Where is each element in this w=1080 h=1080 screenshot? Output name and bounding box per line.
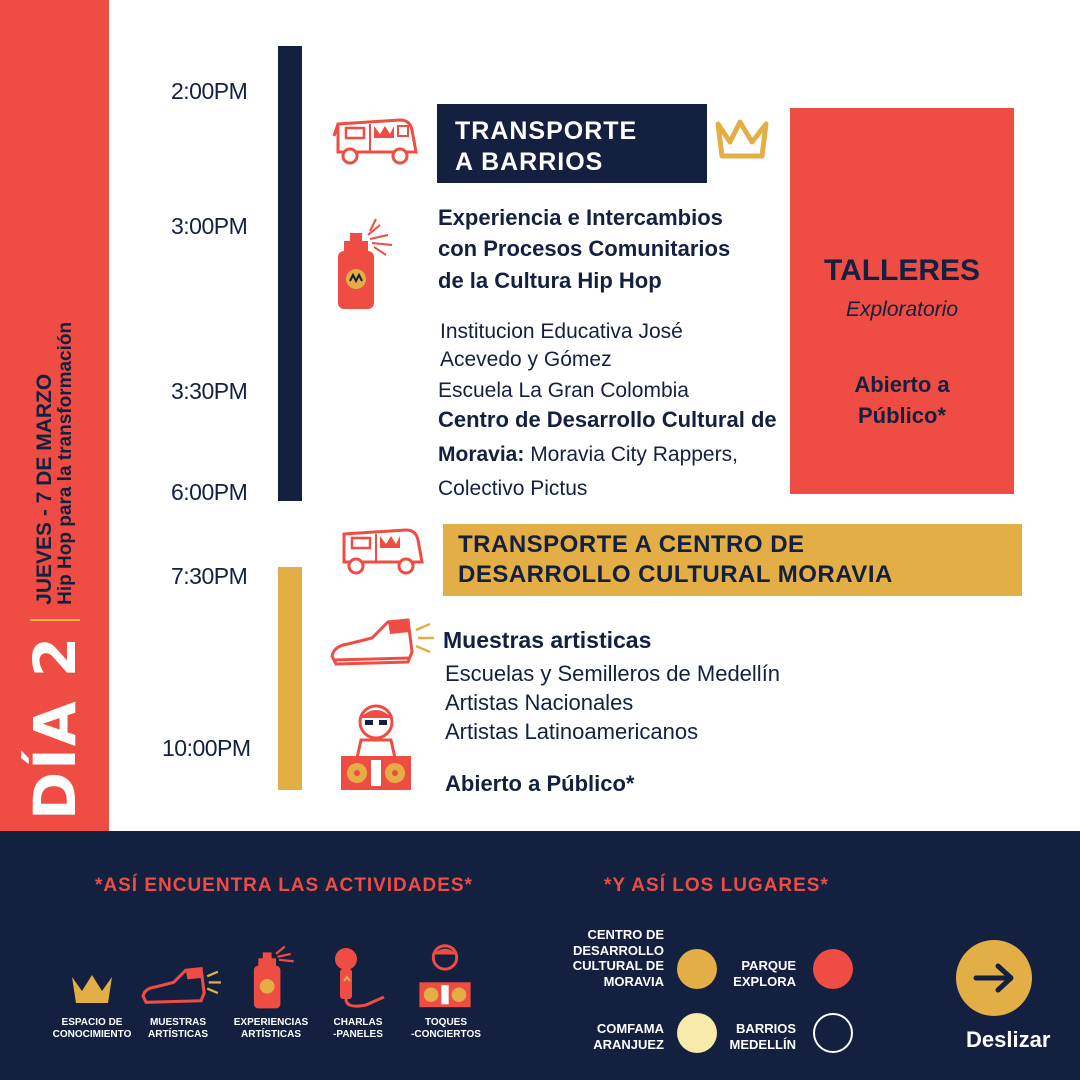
legend-label-line: -PANELES bbox=[333, 1028, 383, 1040]
venue-line: Institucion Educativa José bbox=[440, 320, 683, 343]
next-slide-button[interactable] bbox=[956, 940, 1032, 1016]
legend-label-line: ESPACIO DE bbox=[61, 1017, 123, 1028]
legend-label-line: TOQUES bbox=[424, 1017, 468, 1028]
time-label: 2:00PM bbox=[171, 78, 248, 104]
sidebar-date-block bbox=[33, 322, 77, 605]
place-dot-explora bbox=[813, 949, 853, 989]
experiencia-title: con Procesos Comunitarios bbox=[438, 236, 731, 262]
legend-label bbox=[404, 1017, 488, 1040]
legend-label-line: ARTÍSTICAS bbox=[148, 1028, 208, 1040]
crown-icon bbox=[712, 118, 772, 162]
legend-label-line: MUESTRAS bbox=[149, 1017, 207, 1028]
legend-label-line: EXPERIENCIAS bbox=[233, 1017, 309, 1028]
sidebar-divider bbox=[30, 619, 80, 621]
venue-line: Escuela La Gran Colombia bbox=[438, 379, 689, 402]
place-label-moravia: CENTRO DE DESARROLLO CULTURAL DE MORAVIA bbox=[572, 927, 664, 989]
open-line: Público* bbox=[857, 402, 946, 428]
time-label: 7:30PM bbox=[171, 563, 248, 589]
venue-line-bold: Moravia: bbox=[438, 443, 525, 466]
place-dot-moravia bbox=[677, 949, 717, 989]
transport-moravia-box bbox=[443, 524, 1022, 596]
experiencia-block bbox=[438, 202, 778, 296]
legend-label-line: CONOCIMIENTO bbox=[52, 1028, 132, 1040]
activities-heading: *ASÍ ENCUENTRA LAS ACTIVIDADES* bbox=[95, 875, 473, 896]
transport-line: DESARROLLO CULTURAL MORAVIA bbox=[458, 561, 893, 588]
muestras-item: Escuelas y Semilleros de Medellín bbox=[445, 661, 781, 686]
sneaker-icon bbox=[328, 616, 438, 672]
spray-can-icon bbox=[248, 939, 304, 1013]
venue-line: Centro de Desarrollo Cultural de bbox=[438, 407, 777, 432]
day-title: DÍA 2 bbox=[21, 634, 89, 820]
transport-line: TRANSPORTE bbox=[455, 117, 638, 145]
places-heading: *Y ASÍ LOS LUGARES* bbox=[604, 875, 829, 896]
spray-can-icon bbox=[330, 215, 406, 315]
venue-line: Acevedo y Gómez bbox=[440, 348, 612, 371]
muestras-item: Artistas Latinoamericanos bbox=[445, 719, 699, 744]
experiencia-title: de la Cultura Hip Hop bbox=[438, 267, 662, 293]
sneaker-icon bbox=[140, 965, 224, 1009]
legend-label bbox=[226, 1017, 316, 1040]
legend-label bbox=[40, 1017, 144, 1040]
talleres-title: TALLERES bbox=[823, 254, 981, 287]
experiencia-title: Experiencia e Intercambios bbox=[438, 205, 723, 230]
legend-label bbox=[318, 1017, 398, 1040]
venue-line bbox=[438, 441, 738, 468]
van-icon bbox=[336, 522, 426, 578]
transport-barrios-box bbox=[437, 104, 707, 183]
venue-line: Colectivo Pictus bbox=[438, 477, 588, 500]
legend-label bbox=[136, 1017, 220, 1040]
place-label-barrios: BARRIOS MEDELLÍN bbox=[729, 1021, 796, 1052]
legend-label-line: CHARLAS bbox=[333, 1017, 383, 1028]
timeline-bar-evening bbox=[278, 567, 302, 790]
place-dot-barrios bbox=[813, 1013, 853, 1053]
time-label: 3:00PM bbox=[171, 213, 248, 239]
van-icon bbox=[330, 112, 420, 168]
legend-label-line: ARTÍSTICAS bbox=[241, 1028, 301, 1040]
transport-line: A BARRIOS bbox=[455, 147, 604, 176]
sidebar-heading bbox=[0, 260, 110, 820]
dj-icon bbox=[335, 700, 417, 792]
microphone-icon bbox=[326, 945, 390, 1011]
venue-line-rest: Moravia City Rappers, bbox=[524, 443, 738, 466]
arrow-right-icon bbox=[956, 940, 1032, 1016]
time-label: 10:00PM bbox=[162, 735, 251, 761]
legend-footer bbox=[0, 831, 1080, 1080]
muestras-open-label: Abierto a Público* bbox=[445, 771, 635, 796]
talleres-open-label bbox=[790, 370, 1014, 432]
day-sidebar bbox=[0, 0, 109, 831]
open-line: Abierto a bbox=[854, 372, 950, 397]
time-label: 6:00PM bbox=[171, 479, 248, 505]
dj-icon bbox=[415, 941, 475, 1009]
muestras-item: Artistas Nacionales bbox=[445, 690, 634, 715]
transport-line: TRANSPORTE A CENTRO DE bbox=[458, 531, 805, 558]
talleres-box bbox=[790, 108, 1014, 494]
place-label-explora: PARQUE EXPLORA bbox=[733, 958, 796, 989]
next-slide-label: Deslizar bbox=[966, 1027, 1051, 1052]
talleres-subtitle: Exploratorio bbox=[845, 298, 959, 321]
place-label-comfama: COMFAMA ARANJUEZ bbox=[593, 1021, 664, 1052]
event-date: JUEVES - 7 DE MARZO bbox=[33, 373, 56, 605]
timeline-bar-afternoon bbox=[278, 46, 302, 501]
legend-label-line: -CONCIERTOS bbox=[411, 1028, 481, 1040]
time-label: 3:30PM bbox=[171, 378, 248, 404]
crown-icon bbox=[68, 971, 116, 1007]
event-subtitle: Hip Hop para la transformación bbox=[55, 321, 77, 605]
muestras-title: Muestras artisticas bbox=[443, 627, 652, 653]
place-dot-comfama bbox=[677, 1013, 717, 1053]
